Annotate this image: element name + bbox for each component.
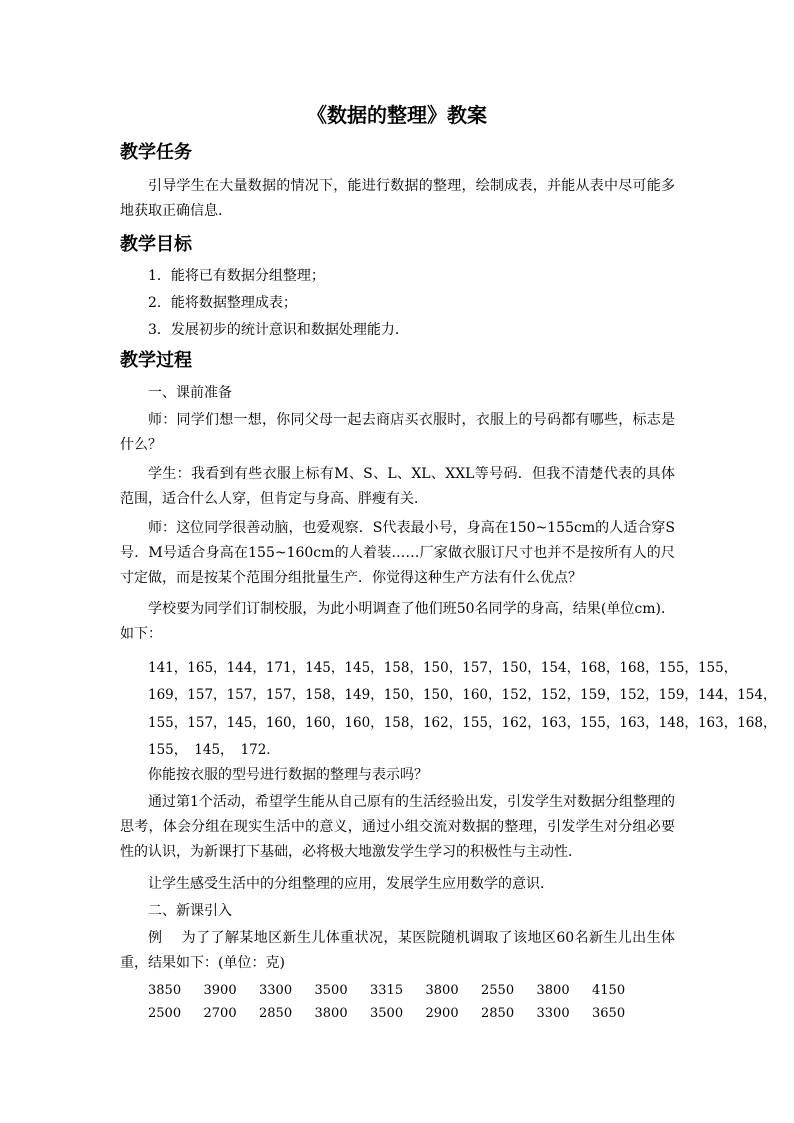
heights-row (148, 738, 675, 758)
paragraph-application: 让学生感受生活中的分组整理的应用，发展学生应用数学的意识． (148, 876, 554, 892)
data-value: 145， (194, 742, 234, 758)
data-value: 148， (658, 715, 698, 731)
data-value: 150， (422, 660, 463, 676)
data-value: 3650 (592, 1006, 626, 1021)
data-value: 155， (148, 715, 188, 731)
data-value: 157， (462, 660, 502, 676)
paragraph-teacher-explain: 师：这位同学很善动脑，也爱观察．S代表最小号，身高在150~155cm的人适合穿S号．M号适合身高在155~160cm的人着装……厂家做衣服订尺寸也并不是按所有人的尺寸定做，而是按某个范围分组批量生产．你觉得这种生产方法有什么优点？ (120, 520, 675, 586)
data-value: 159， (580, 687, 620, 703)
data-value: 157， (226, 687, 266, 703)
paragraph-question: 你能按衣服的型号进行数据的整理与表示吗？ (148, 767, 428, 783)
data-value: 165， (187, 660, 227, 676)
data-value: 157， (187, 687, 227, 703)
data-value: 155， (580, 715, 620, 731)
data-value: 3300 (536, 1006, 570, 1021)
data-value: 163， (540, 715, 581, 731)
data-value: 2550 (481, 983, 515, 998)
data-value: 157， (265, 687, 306, 703)
data-value: 2850 (481, 1006, 515, 1021)
data-value: 154， (737, 687, 777, 703)
data-value: 3850 (148, 983, 182, 998)
data-value: 154， (540, 660, 581, 676)
data-value: 155， (658, 660, 698, 676)
data-value: 144， (226, 660, 266, 676)
data-value: 4150 (592, 983, 626, 998)
section-heading-task: 教学任务 (120, 142, 192, 163)
heights-row (148, 683, 777, 703)
data-value: 3500 (314, 983, 348, 998)
data-value: 171， (265, 660, 306, 676)
data-value: 145， (226, 715, 266, 731)
data-value: 3900 (203, 983, 237, 998)
data-value: 155， (697, 660, 738, 676)
data-value: 3800 (536, 983, 570, 998)
subheading-preparation: 一、课前准备 (148, 385, 232, 401)
data-value: 160， (305, 715, 345, 731)
data-value: 150， (422, 687, 463, 703)
paragraph-student-answer: 学生：我看到有些衣服上标有M、S、L、XL、XXL等号码．但我不清楚代表的具体范围，适合什么人穿，但肯定与身高、胖瘦有关． (120, 466, 675, 507)
data-value: 168， (580, 660, 620, 676)
data-value: 172． (240, 742, 280, 758)
paragraph-survey: 学校要为同学们订制校服，为此小明调查了他们班50名同学的身高，结果(单位cm)．如下： (120, 601, 675, 642)
data-value: 168， (737, 715, 777, 731)
data-value: 152， (501, 687, 541, 703)
data-value: 152， (619, 687, 659, 703)
data-value: 150， (501, 660, 541, 676)
data-value: 155， (462, 715, 502, 731)
data-value: 3800 (425, 983, 459, 998)
data-value: 3315 (370, 983, 404, 998)
goal-item-2: 2．能将数据整理成表； (148, 295, 297, 311)
data-value: 158， (383, 660, 423, 676)
paragraph-activity-intent: 通过第1个活动，希望学生能从自己原有的生活经验出发，引发学生对数据分组整理的思考，体会分组在现实生活中的意义，通过小组交流对数据的整理，引发学生对分组必要性的认识，为新课打下基础，必将极大地激发学生学习的积极性与主动性． (120, 794, 675, 860)
heights-row (148, 656, 738, 676)
data-value: 2900 (425, 1006, 459, 1021)
task-paragraph: 引导学生在大量数据的情况下，能进行数据的整理，绘制成表，并能从表中尽可能多地获取正确信息． (120, 178, 675, 219)
data-value: 169， (148, 687, 188, 703)
goal-item-1: 1．能将已有数据分组整理； (148, 268, 325, 284)
data-value: 168， (619, 660, 659, 676)
data-value: 144， (697, 687, 738, 703)
data-value: 163， (697, 715, 738, 731)
data-value: 3500 (370, 1006, 404, 1021)
data-value: 155， (148, 742, 188, 758)
data-value: 157， (187, 715, 227, 731)
data-value: 150， (383, 687, 423, 703)
document-title: 《数据的整理》教案 (307, 103, 487, 127)
data-value: 158， (305, 687, 345, 703)
data-value: 141， (148, 660, 188, 676)
data-value: 149， (344, 687, 384, 703)
data-value: 158， (383, 715, 423, 731)
data-value: 145， (305, 660, 345, 676)
goal-item-3: 3．发展初步的统计意识和数据处理能力． (148, 322, 409, 338)
data-value: 145， (344, 660, 384, 676)
heights-row (148, 711, 777, 731)
data-value: 163， (619, 715, 659, 731)
data-value: 3300 (259, 983, 293, 998)
section-heading-process: 教学过程 (120, 350, 192, 371)
weights-row (148, 983, 648, 998)
data-value: 160， (265, 715, 306, 731)
data-value: 2850 (259, 1006, 293, 1021)
data-value: 160， (462, 687, 502, 703)
weights-row (148, 1006, 648, 1021)
data-value: 2700 (203, 1006, 237, 1021)
paragraph-teacher-question: 师：同学们想一想，你同父母一起去商店买衣服时，衣服上的号码都有哪些，标志是什么？ (120, 412, 675, 453)
section-heading-goal: 教学目标 (120, 234, 192, 255)
subheading-new-lesson: 二、新课引入 (148, 903, 232, 919)
data-value: 162， (422, 715, 463, 731)
data-value: 160， (344, 715, 384, 731)
data-value: 3800 (314, 1006, 348, 1021)
data-value: 162， (501, 715, 541, 731)
data-value: 152， (540, 687, 581, 703)
data-value: 2500 (148, 1006, 182, 1021)
data-value: 159， (658, 687, 698, 703)
paragraph-example: 例 为了了解某地区新生儿体重状况，某医院随机调取了该地区60名新生儿出生体重，结果如下：(单位：克) (120, 930, 675, 971)
